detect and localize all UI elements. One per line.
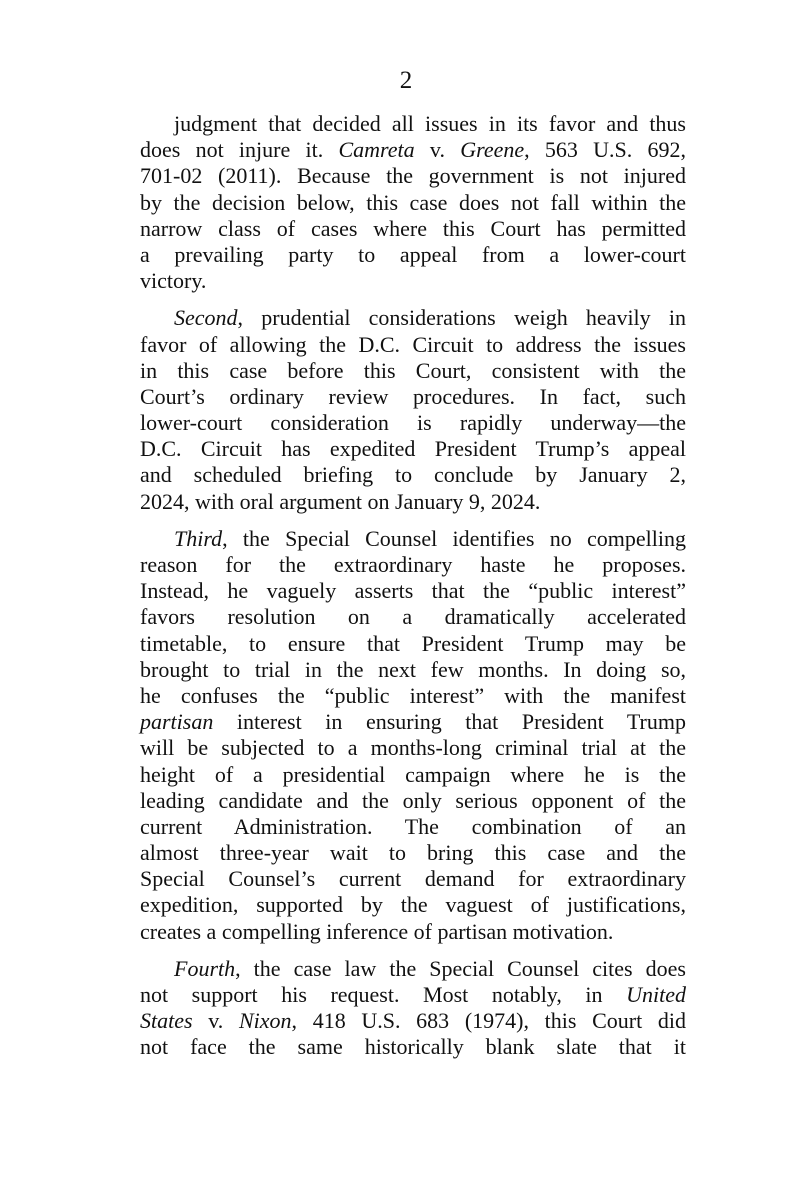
- text-run: narrow class of cases where this Court has permitted: [140, 215, 686, 241]
- text-line: [140, 892, 686, 918]
- text-line: [140, 866, 686, 892]
- text-run: timetable, to ensure that President Trump may be: [140, 630, 686, 656]
- text-line: [140, 1008, 686, 1034]
- text-run: Instead, he vaguely asserts that the “public interest”: [140, 578, 686, 604]
- text-run: favors resolution on a dramatically accelerated: [140, 604, 686, 630]
- text-run: almost three-year wait to bring this case and the: [140, 840, 686, 866]
- text-line: [140, 982, 686, 1008]
- text-run: height of a presidential campaign where he is the: [140, 761, 686, 787]
- text-run: leading candidate and the only serious opponent of the: [140, 787, 686, 813]
- text-run: will be subjected to a months-long criminal trial at the: [140, 735, 686, 761]
- italic-text-run: Camreta: [338, 137, 415, 163]
- text-line: [140, 578, 686, 604]
- text-run: judgment that decided all issues in its favor and thus: [174, 111, 686, 136]
- text-line: [140, 840, 686, 866]
- brief-body-text: [140, 111, 686, 1061]
- text-run: in this case before this Court, consistent with the: [140, 357, 686, 383]
- text-line: [140, 137, 686, 163]
- text-run: brought to trial in the next few months. In doing so,: [140, 656, 686, 682]
- text-line: [140, 190, 686, 216]
- text-line: [140, 919, 686, 945]
- text-run: , 418 U.S. 683 (1974), this Court did: [291, 1008, 686, 1034]
- text-line: [140, 956, 686, 982]
- text-line: [140, 814, 686, 840]
- italic-text-run: States: [140, 1008, 193, 1034]
- text-line: [140, 709, 686, 735]
- text-line: [140, 683, 686, 709]
- text-run: a prevailing party to appeal from a lower-court: [140, 241, 686, 267]
- paragraph: [140, 956, 686, 1061]
- text-run: not support his request. Most notably, in: [140, 982, 627, 1007]
- italic-text-run: United: [626, 982, 686, 1007]
- text-line: [140, 268, 686, 294]
- italic-text-run: Greene: [460, 137, 525, 163]
- paragraph: [140, 111, 686, 294]
- text-run: 2024, with oral argument on January 9, 2024.: [140, 488, 541, 514]
- text-line: [140, 631, 686, 657]
- text-line: [140, 462, 686, 488]
- text-run: not face the same historically blank slate that it: [140, 1034, 686, 1060]
- text-run: does not injure it.: [140, 137, 339, 163]
- italic-text-run: Third: [174, 525, 223, 551]
- text-run: Court’s ordinary review procedures. In fact, such: [140, 383, 686, 409]
- text-run: current Administration. The combination of an: [140, 813, 686, 839]
- text-line: [140, 242, 686, 268]
- text-line: [140, 762, 686, 788]
- text-run: reason for the extraordinary haste he proposes.: [140, 552, 686, 577]
- text-line: [140, 216, 686, 242]
- text-line: [140, 305, 686, 331]
- text-run: favor of allowing the D.C. Circuit to address the issues: [140, 331, 686, 357]
- text-run: Special Counsel’s current demand for extraordinary: [140, 866, 686, 892]
- text-line: [140, 410, 686, 436]
- text-run: he confuses the “public interest” with the manifest: [140, 682, 686, 708]
- text-line: [140, 489, 686, 515]
- text-run: , the case law the Special Counsel cites does: [235, 955, 686, 981]
- text-line: [140, 332, 686, 358]
- text-run: , prudential considerations weigh heavily in: [237, 305, 686, 331]
- page-number: 2: [399, 67, 413, 94]
- text-run: victory.: [140, 268, 207, 294]
- text-line: [140, 436, 686, 462]
- text-run: lower-court consideration is rapidly underway—the: [140, 410, 686, 436]
- text-run: and scheduled briefing to conclude by January 2,: [140, 462, 686, 488]
- paragraph: [140, 526, 686, 945]
- text-run: creates a compelling inference of partisan motivation.: [140, 918, 614, 944]
- text-run: , the Special Counsel identifies no compelling: [222, 525, 686, 551]
- text-run: expedition, supported by the vaguest of justifications,: [140, 892, 686, 918]
- text-run: D.C. Circuit has expedited President Trump’s appeal: [140, 436, 686, 462]
- italic-text-run: Nixon: [238, 1008, 292, 1034]
- italic-text-run: partisan: [140, 709, 214, 735]
- text-run: 701-02 (2011). Because the government is not injured: [140, 163, 686, 189]
- text-line: [140, 788, 686, 814]
- text-line: [140, 657, 686, 683]
- text-line: [140, 384, 686, 410]
- paragraph: [140, 305, 686, 515]
- text-line: [140, 358, 686, 384]
- text-run: by the decision below, this case does not fall within the: [140, 189, 686, 215]
- text-run: interest in ensuring that President Trump: [213, 709, 686, 735]
- text-line: [140, 163, 686, 189]
- text-line: [140, 1034, 686, 1060]
- text-line: [140, 111, 686, 137]
- text-line: [140, 526, 686, 552]
- text-line: [140, 604, 686, 630]
- italic-text-run: Second: [174, 305, 238, 331]
- text-run: , 563 U.S. 692,: [524, 137, 686, 163]
- text-line: [140, 735, 686, 761]
- text-line: [140, 552, 686, 578]
- text-run: v.: [414, 137, 461, 163]
- text-run: v.: [192, 1008, 239, 1034]
- italic-text-run: Fourth: [174, 955, 236, 981]
